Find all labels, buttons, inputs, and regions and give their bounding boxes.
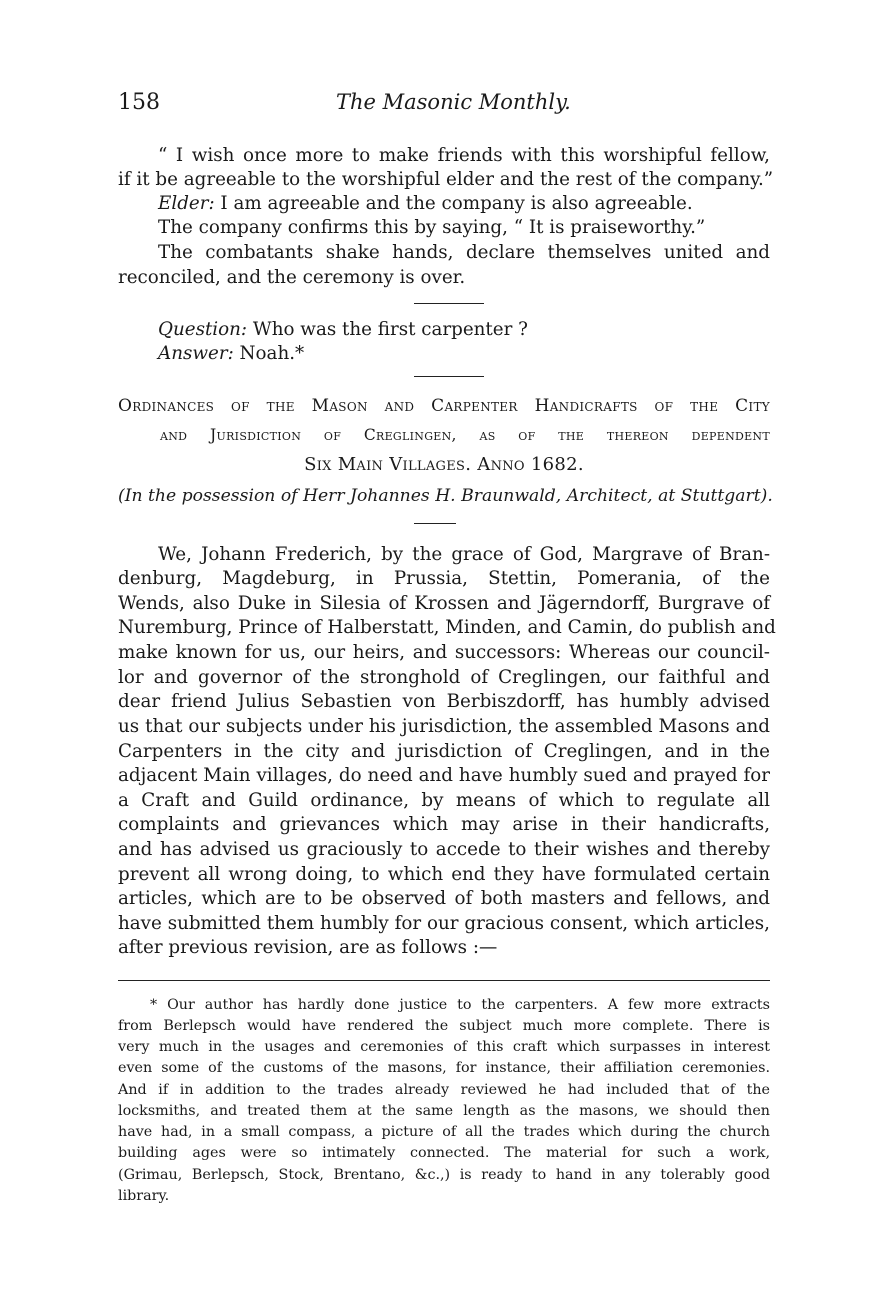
- text-line: prevent all wrong doing, to which end they have formulated certain: [118, 864, 770, 885]
- section-divider: [414, 376, 484, 377]
- footnote-line: building ages were so intimately connected. The material for such a work,: [118, 1145, 770, 1161]
- footnote-line: very much in the usages and ceremonies of this craft which surpasses in interest: [118, 1039, 770, 1055]
- text-line: dear friend Julius Sebastien von Berbiszdorff, has humbly advised: [118, 691, 770, 712]
- text-line: denburg, Magdeburg, in Prussia, Stettin, Pomerania, of the: [118, 568, 770, 589]
- text-line: adjacent Main villages, do need and have humbly sued and prayed for: [118, 765, 770, 786]
- page-number: 158: [118, 90, 160, 115]
- title-line: and Jurisdiction of Creglingen, as of the thereon dependent: [160, 426, 770, 444]
- footnote-line: have had, in a small compass, a picture of all the trades which during the church: [118, 1124, 770, 1140]
- text-line: We, Johann Frederich, by the grace of God, Margrave of Bran-: [158, 544, 770, 565]
- footnote-line: library.: [118, 1188, 170, 1204]
- footnote-line: * Our author has hardly done justice to the carpenters. A few more extracts: [150, 997, 770, 1013]
- question-line: [158, 318, 810, 343]
- text-line: lor and governor of the stronghold of Creglingen, our faithful and: [118, 667, 770, 688]
- footnote-line: from Berlepsch would have rendered the subject much more complete. There is: [118, 1018, 770, 1034]
- text-line: make known for us, our heirs, and successors: Whereas our council-: [118, 642, 770, 663]
- text-line: The combatants shake hands, declare themselves united and: [158, 242, 770, 263]
- answer-label: Answer:: [158, 343, 234, 364]
- text-line: articles, which are to be observed of both masters and fellows, and: [118, 888, 770, 909]
- text-line: after previous revision, are as follows :—: [118, 937, 498, 958]
- title-line: Ordinances of the Mason and Carpenter Handicrafts of the City: [118, 396, 770, 416]
- question-label: Question:: [158, 319, 248, 340]
- text-line: have submitted them humbly for our gracious consent, which articles,: [118, 913, 770, 934]
- text-line: and has advised us graciously to accede to their wishes and thereby: [118, 839, 770, 860]
- footnote-line: locksmiths, and treated them at the same length as the masons, we should then: [118, 1103, 770, 1119]
- possession-note: (In the possession of Herr Johannes H. Braunwald, Architect, at Stuttgart).: [118, 486, 773, 506]
- footnote-line: even some of the customs of the masons, for instance, their affiliation ceremonies.: [118, 1060, 770, 1076]
- footnote-line: And if in addition to the trades already reviewed he had included that of the: [118, 1082, 770, 1098]
- footnote-rule: [118, 980, 770, 981]
- text-line: complaints and grievances which may arise in their handicrafts,: [118, 814, 770, 835]
- text-line: Carpenters in the city and jurisdiction of Creglingen, and in the: [118, 741, 770, 762]
- title-line: Six Main Villages. Anno 1682.: [304, 454, 584, 475]
- text-line: “ I wish once more to make friends with this worshipful fellow,: [158, 145, 770, 166]
- text-line: The company confirms this by saying, “ It is praiseworthy.”: [158, 217, 706, 238]
- section-divider: [414, 303, 484, 304]
- footnote-line: (Grimau, Berlepsch, Stock, Brentano, &c.,) is ready to hand in any tolerably good: [118, 1167, 770, 1183]
- answer-text: Noah.*: [233, 343, 305, 364]
- speaker-text: I am agreeable and the company is also agreeable.: [214, 193, 693, 214]
- question-text: Who was the first carpenter ?: [247, 319, 528, 340]
- elder-line: [158, 192, 810, 217]
- text-line: reconciled, and the ceremony is over.: [118, 267, 466, 288]
- text-line: Wends, also Duke in Silesia of Krossen and Jägerndorff, Burgrave of: [118, 593, 770, 614]
- text-line: if it be agreeable to the worshipful elder and the rest of the company.”: [118, 169, 774, 190]
- text-line: Nuremburg, Prince of Halberstatt, Minden, and Camin, do publish and: [118, 617, 776, 638]
- text-line: us that our subjects under his jurisdiction, the assembled Masons and: [118, 716, 770, 737]
- speaker-label: Elder:: [158, 193, 215, 214]
- text-line: a Craft and Guild ordinance, by means of which to regulate all: [118, 790, 770, 811]
- section-divider: [414, 523, 456, 524]
- running-title: The Masonic Monthly.: [336, 90, 571, 114]
- answer-line: [158, 342, 810, 367]
- page-header: [118, 90, 770, 120]
